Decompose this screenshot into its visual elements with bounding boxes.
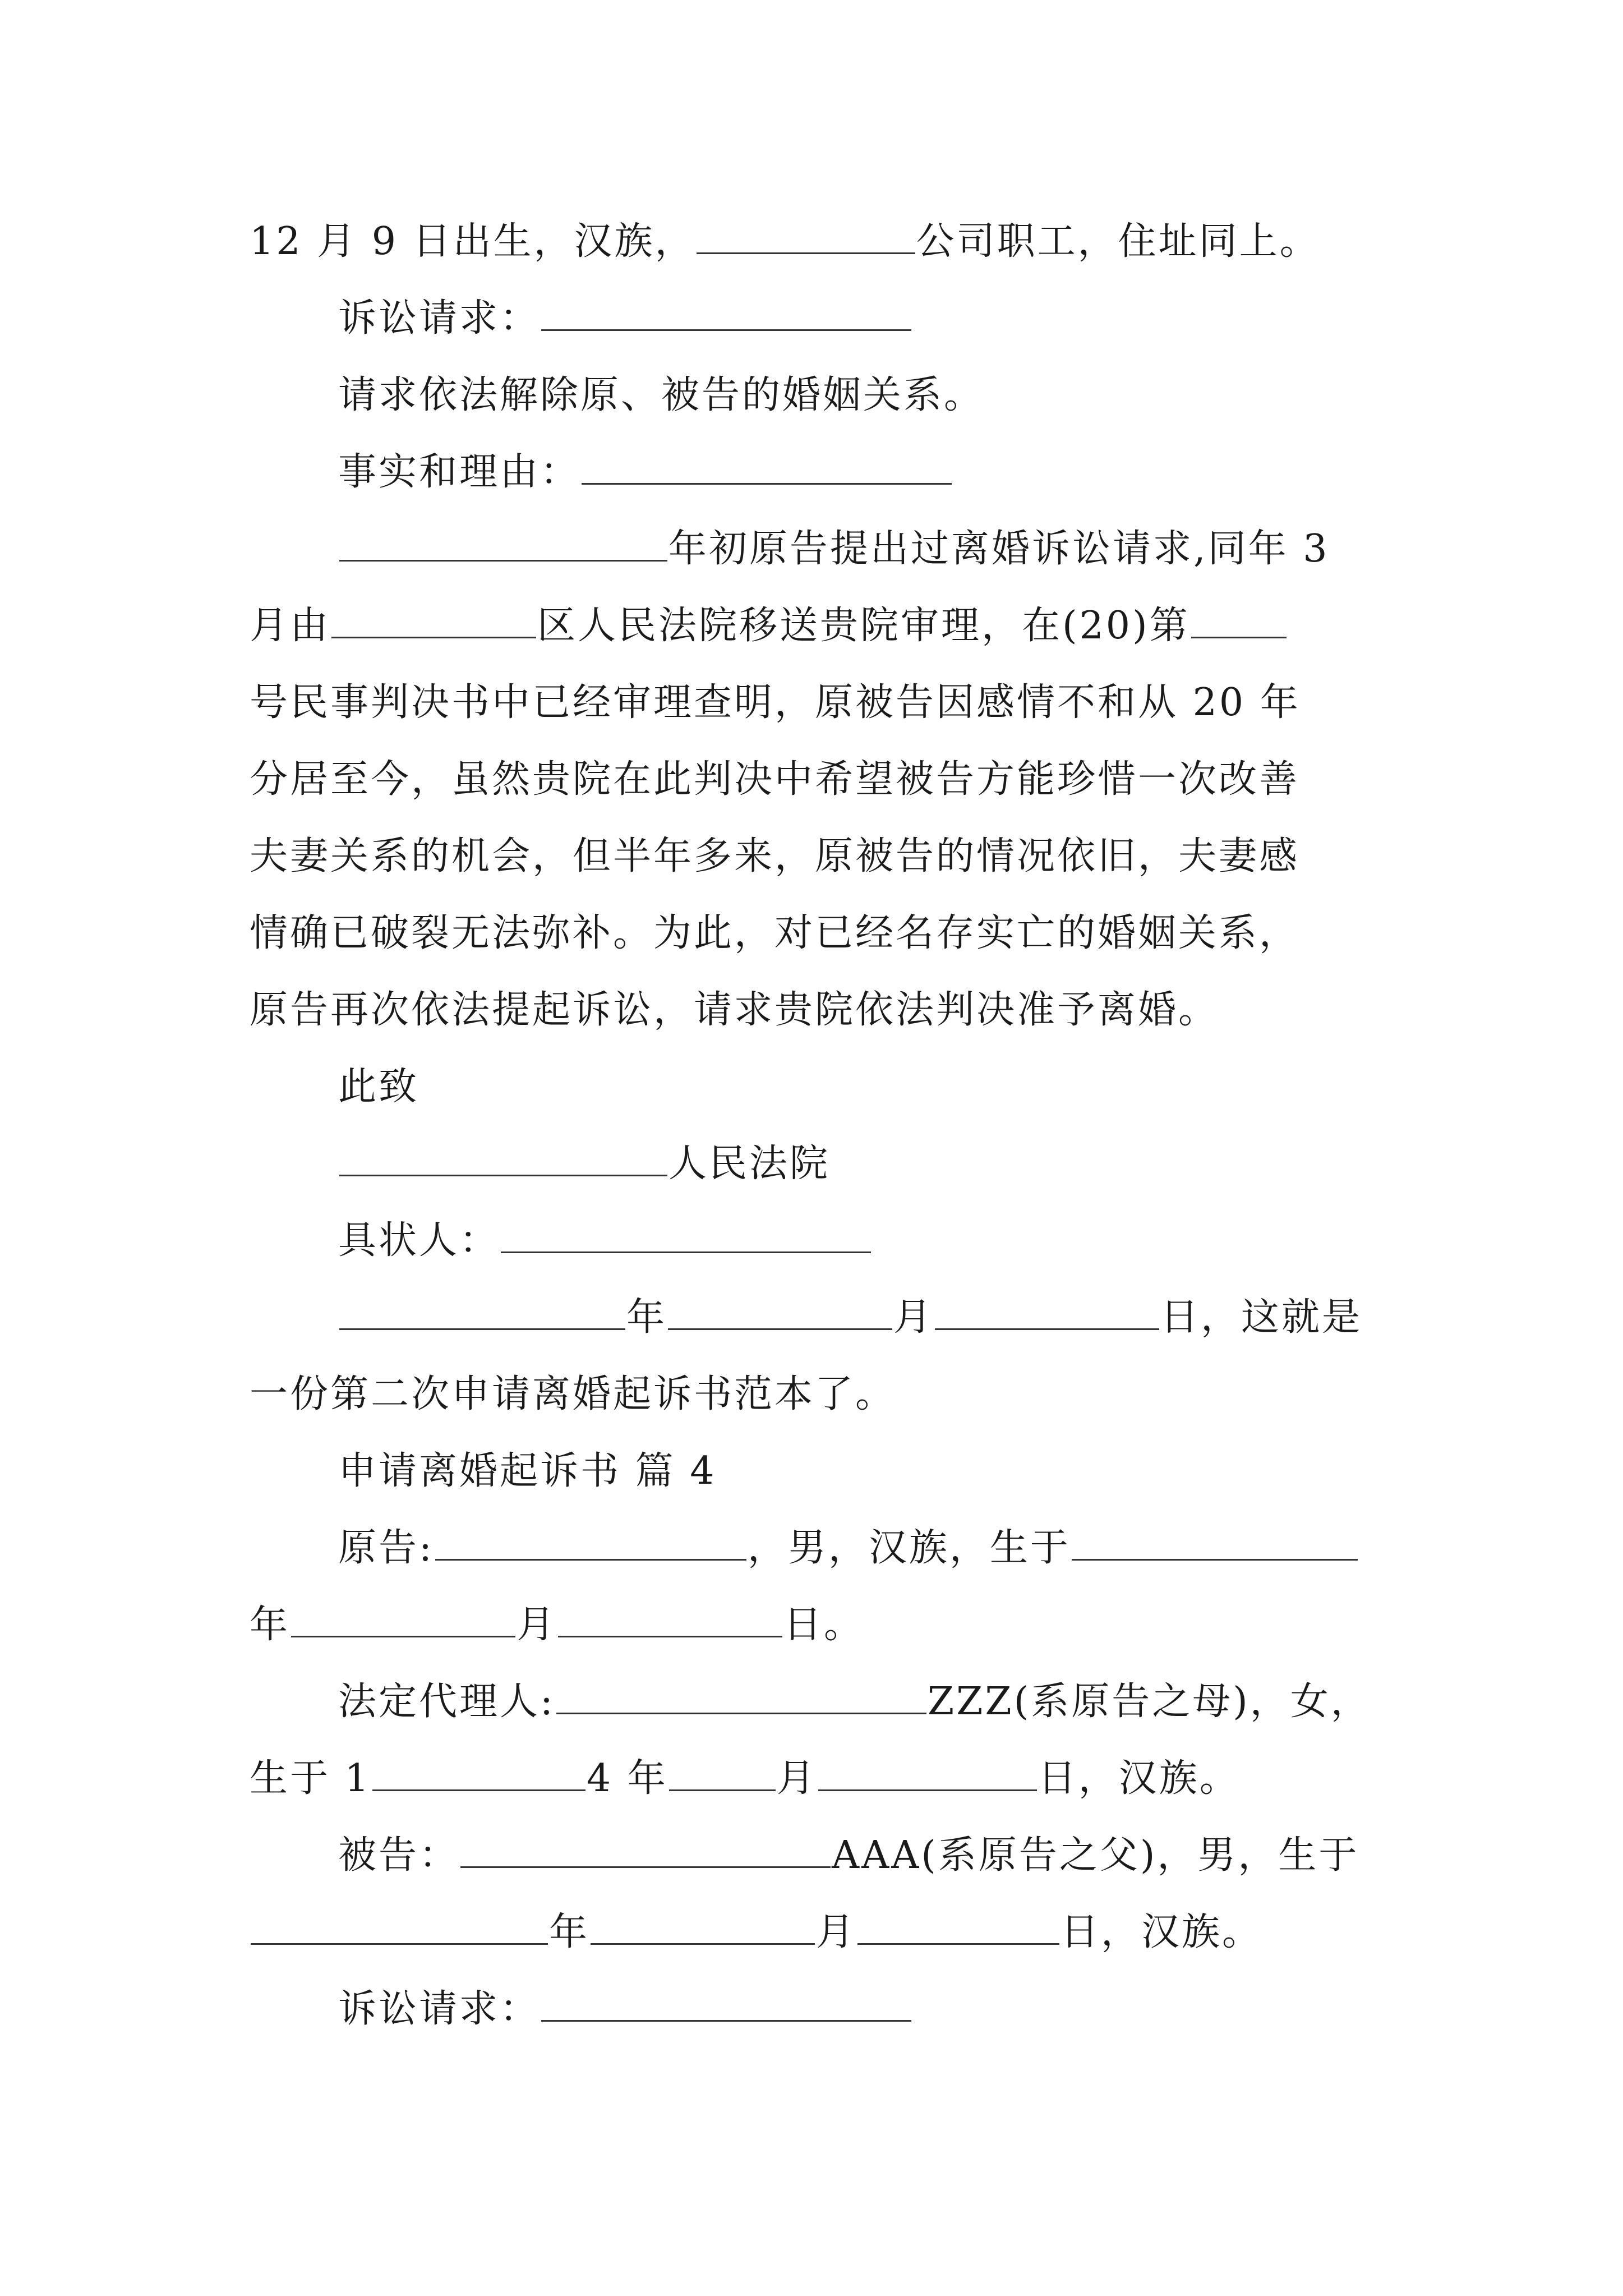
blank-underline xyxy=(291,1603,515,1637)
blank-underline xyxy=(331,604,536,638)
blank-underline xyxy=(501,1219,871,1253)
text-line: 年 月 日，这就是 xyxy=(250,1279,1416,1356)
text-line: 年初原告提出过离婚诉讼请求,同年 3 xyxy=(250,510,1416,587)
blank-underline xyxy=(339,1142,667,1176)
text-line: 情确已破裂无法弥补。为此，对已经名存实亡的婚姻关系， xyxy=(250,911,1300,955)
blank-underline xyxy=(668,1296,892,1330)
blank-underline xyxy=(372,1757,585,1791)
text-line: 月由 区人民法院移送贵院审理，在(20)第 xyxy=(250,587,1416,664)
text-line: 原告: ，男，汉族，生于 xyxy=(250,1510,1416,1586)
blank-underline xyxy=(935,1296,1159,1330)
blank-underline xyxy=(857,1911,1059,1945)
blank-underline xyxy=(582,450,952,485)
text-line: 法定代理人: ZZZ(系原告之母)，女， xyxy=(338,1680,1371,1724)
text-line: 人民法院 xyxy=(250,1125,1416,1202)
text-line: 一份第二次申请离婚起诉书范本了。 xyxy=(250,1372,896,1416)
text-line: 生于 1 4 年 月 日，汉族。 xyxy=(250,1756,1240,1801)
text-line: 诉讼请求： xyxy=(250,280,1416,357)
text-line: 年 月 日，汉族。 xyxy=(250,1894,1416,1971)
text-line: 12 月 9 日出生，汉族， 公司职工，住址同上。 xyxy=(250,219,1320,264)
text-line: 分居至今，虽然贵院在此判决中希望被告方能珍惜一次改善 xyxy=(250,757,1300,802)
blank-underline xyxy=(541,297,911,331)
text-line: 夫妻关系的机会，但半年多来，原被告的情况依旧，夫妻感 xyxy=(250,834,1300,878)
text-line: 请求依法解除原、被告的婚姻关系。 xyxy=(338,373,985,417)
text-line: 此致 xyxy=(338,1065,419,1109)
blank-underline xyxy=(435,1526,746,1561)
blank-underline xyxy=(697,220,915,254)
text-line: 事实和理由： xyxy=(250,434,1416,510)
blank-underline xyxy=(460,1834,831,1868)
text-line: 年 月 日。 xyxy=(250,1603,865,1647)
blank-underline xyxy=(339,1296,625,1330)
text-line: 原告再次依法提起诉讼，请求贵院依法判决准予离婚。 xyxy=(250,988,1219,1032)
section-heading: 申请离婚起诉书 篇 4 xyxy=(338,1449,717,1493)
blank-underline xyxy=(1072,1526,1358,1561)
blank-underline xyxy=(591,1911,815,1945)
text-line: 诉讼请求： xyxy=(250,1971,1416,2047)
blank-underline xyxy=(1191,604,1287,638)
blank-underline xyxy=(558,1603,782,1637)
blank-underline xyxy=(556,1680,926,1714)
blank-underline xyxy=(818,1757,1037,1791)
document-page xyxy=(250,203,1416,2047)
text-line: 具状人： xyxy=(250,1202,1416,1279)
blank-underline xyxy=(339,527,667,562)
text-line: 被告： AAA(系原告之父)，男，生于 xyxy=(338,1833,1359,1878)
blank-underline xyxy=(541,1987,911,2022)
text-line: 号民事判决书中已经审理查明，原被告因感情不和从 20 年 xyxy=(250,680,1301,725)
blank-underline xyxy=(669,1757,776,1791)
blank-underline xyxy=(251,1911,548,1945)
